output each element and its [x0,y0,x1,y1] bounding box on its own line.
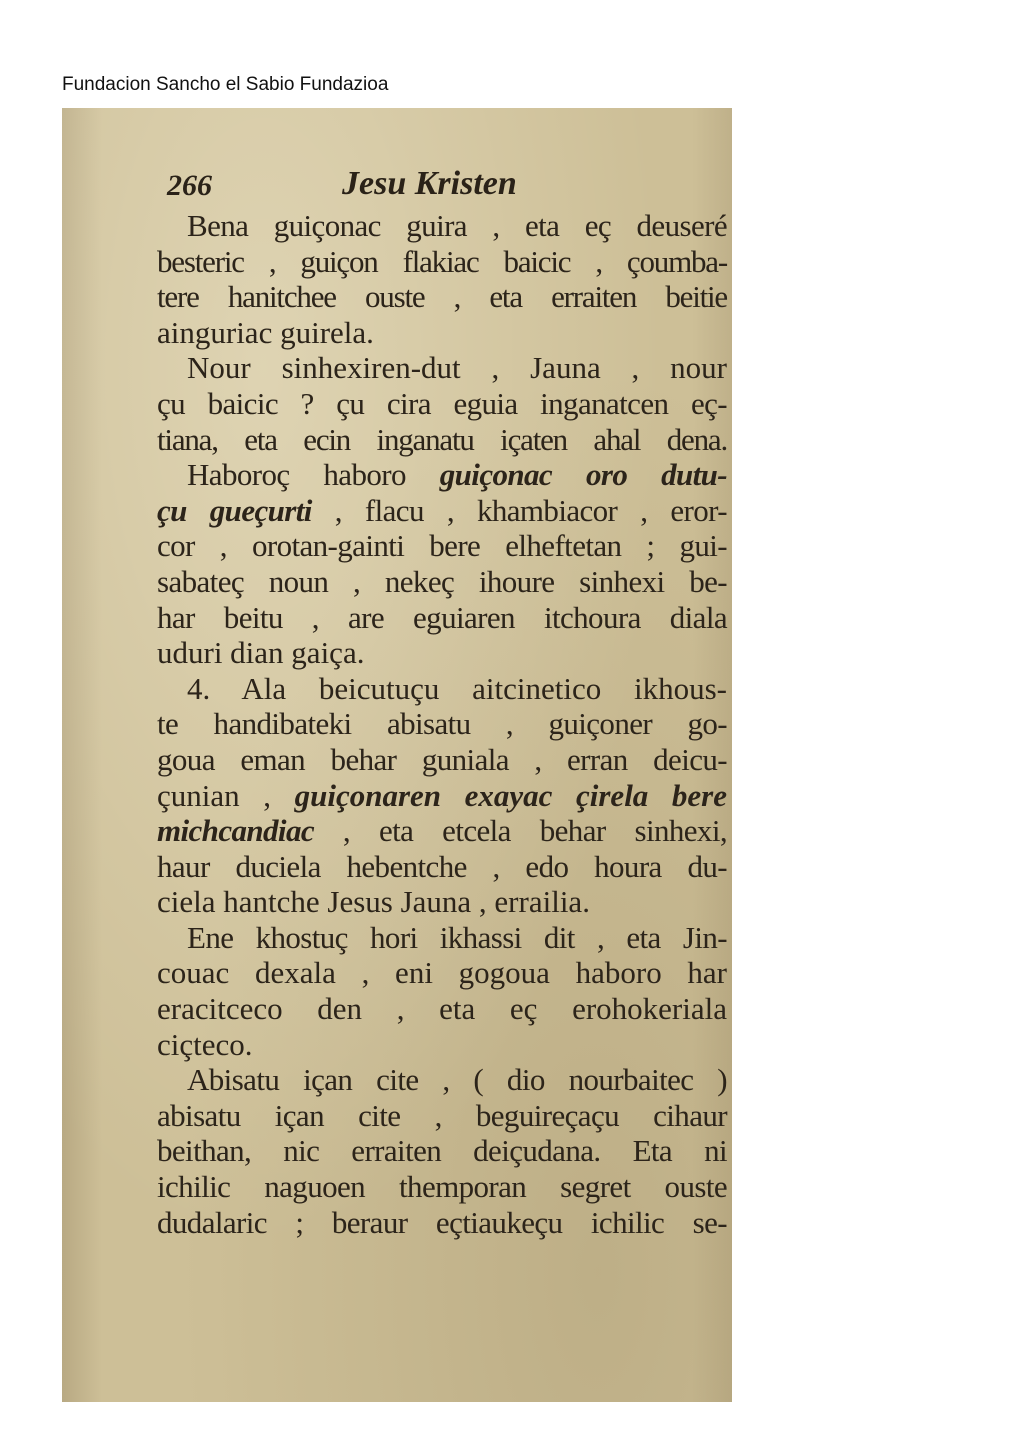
text-line: har beitu , are eguiaren itchoura diala [157,599,727,635]
text-line: dudalaric ; beraur eçtiaukeçu ichilic se- [157,1204,727,1240]
text-line: ichilic naguoen themporan segret ouste [157,1169,727,1205]
text-line: haur duciela hebentche , edo houra du- [157,848,727,884]
text-line: tiana, eta ecin inganatu içaten ahal dena. [157,421,727,457]
text-line: Bena guiçonac guira , eta eç deuseré [187,208,727,243]
page-number: 266 [167,169,212,202]
text-line: beithan, nic erraiten deiçudana. Eta ni [157,1133,727,1169]
text-line: ciçteco. [157,1026,253,1062]
text-run: , flacu , khambiacor , eror- [311,492,727,528]
text-line: besteric , guiçon flakiac baicic , çoumba- [157,243,727,279]
text-line: eracitceco den , eta eç erohokeriala [157,991,727,1027]
italic-run: guiçonac oro dutu- [439,457,728,493]
text-line [157,813,727,849]
text-line [157,493,727,529]
italic-run: michcandiac [157,813,314,849]
italic-run: guiçonaren exayac çirela bere [294,777,727,813]
text-line [157,778,727,814]
text-line: Abisatu içan cite , ( dio nourbaitec ) [187,1062,727,1098]
text-line: 4. Ala beicutuçu aitcinetico ikhous- [187,670,727,706]
text-line: sabateç noun , nekeç ihoure sinhexi be- [157,563,727,599]
italic-run: çu gueçurti [157,492,312,528]
text-line: ainguriac guirela. [157,314,374,350]
text-line: uduri dian gaiça. [157,635,365,671]
text-line: çu baicic ? çu cira eguia inganatcen eç- [157,385,727,421]
text-line: cor , orotan-gainti bere elheftetan ; gui- [157,528,727,564]
text-run: çunian , [157,777,295,813]
text-line: Ene khostuç hori ikhassi dit , eta Jin- [187,919,727,955]
text-run: Haboroç haboro [187,457,440,493]
text-line: couac dexala , eni gogoua haboro har [157,955,727,991]
archive-header: Fundacion Sancho el Sabio Fundazioa [62,74,389,95]
text-line: goua eman behar guniala , erran deicu- [157,741,727,777]
text-line: te handibateki abisatu , guiçoner go- [157,706,727,742]
text-line: tere hanitchee ouste , eta erraiten beitie [157,279,727,315]
running-title: Jesu Kristen [342,165,517,202]
running-head [167,163,667,213]
text-line: abisatu içan cite , beguireçaçu cihaur [157,1097,727,1133]
text-line: ciela hantche Jesus Jauna , errailia. [157,884,590,920]
text-run: , eta etcela behar sinhexi, [314,813,727,849]
text-line [157,457,727,493]
scanned-page [62,108,732,1402]
text-line: Nour sinhexiren-dut , Jauna , nour [187,350,727,386]
body-text [157,208,727,1240]
